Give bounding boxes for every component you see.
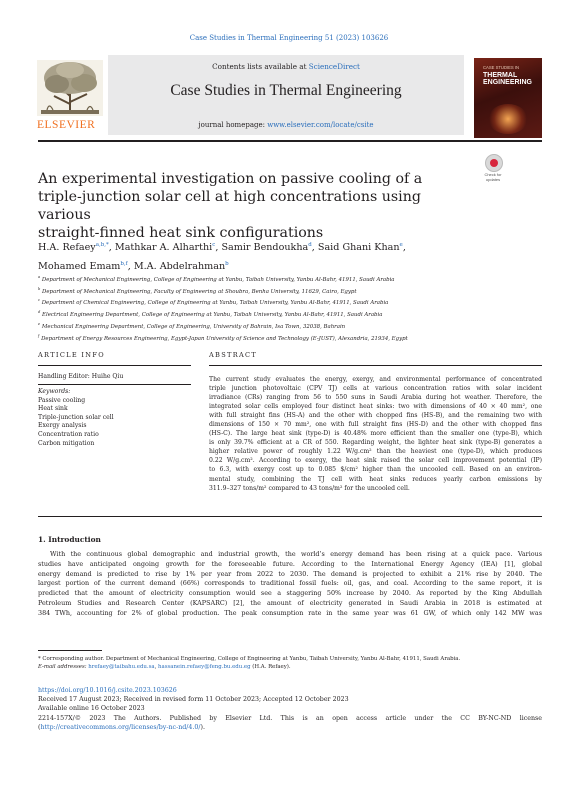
author-separator: , bbox=[311, 242, 318, 254]
license-url-line: (http://creativecommons.org/licenses/by-nc-nd/4.0/). bbox=[38, 723, 206, 731]
keyword-item: Concentration ratio bbox=[38, 430, 99, 438]
affiliation-text: Department of Mechanical Engineering, College of Engineering at Yanbu, Taibah University, Yanbu Al-Bahr, 41911, Saudi Arabia bbox=[41, 276, 395, 283]
affiliation-key: f bbox=[38, 333, 40, 338]
introduction-line: Petroleum Studies and Research Center (KAPSARC) [2], the amount of electricity generated in Saudi Arabia in 2018 is estimated at bbox=[38, 598, 542, 607]
abstract-line: with full straight fins (HS-A) and the other with chopped fins (HS-B), and the remaining two with bbox=[209, 412, 542, 420]
affiliation-text: Department of Chemical Engineering, College of Engineering at Yanbu, Taibah University, Yanbu Al-Bahr, 41911, Saudi Arabia bbox=[41, 300, 389, 307]
author-separator: , bbox=[127, 261, 134, 273]
check-updates-label bbox=[478, 173, 508, 182]
abstract-line: is only 39.7% efficient at a CR of 550. Regarding weight, the lighter heat sink (type-B) generates a bbox=[209, 439, 542, 447]
introduction-line: With the continuous global demographic and industrial growth, the world’s energy demand has been rising at a quick pace. Various bbox=[50, 550, 542, 558]
affiliation-item bbox=[38, 308, 538, 320]
corresponding-author-note: * Corresponding author. Department of Mechanical Engineering, College of Engineering at Yanbu, Taibah University, Yanbu Al-Bahr, 41911, Saudi Arabia. bbox=[38, 656, 461, 662]
article-info-rule bbox=[38, 365, 191, 366]
corresponding-author-text: Corresponding author. Department of Mechanical Engineering, College of Engineering at Yanbu, Taibah University, Yanbu Al-Bahr, 41911, Saudi Arabia. bbox=[42, 656, 461, 662]
check-for-updates-button[interactable] bbox=[478, 154, 508, 186]
keywords-block bbox=[38, 388, 188, 448]
keyword-item: Passive cooling bbox=[38, 396, 86, 404]
license-suffix: ). bbox=[200, 723, 206, 731]
cover-title bbox=[483, 72, 532, 86]
affiliation-item bbox=[38, 320, 538, 332]
author-name: H.A. Refaey bbox=[38, 242, 96, 254]
cover-graphic bbox=[488, 104, 528, 134]
author-separator: , bbox=[215, 242, 222, 254]
author-name: Samir Bendoukha bbox=[221, 242, 309, 254]
email-line: E-mail addresses: hrefaey@taibahu.edu.sa, hassanein.refaey@feng.bu.edu.eg (H.A. Refaey). bbox=[38, 663, 291, 670]
affiliation-text: Electrical Engineering Department, College of Engineering at Yanbu, Taibah University, Yanbu Al-Bahr, 41911, Saudi Arabia bbox=[42, 311, 383, 318]
title-line-3: straight-finned heat sink configurations bbox=[38, 225, 324, 241]
received-dates: Received 17 August 2023; Received in revised form 11 October 2023; Accepted 12 October 2023 bbox=[38, 696, 349, 704]
author-affiliation-marker[interactable]: a,b,* bbox=[95, 242, 109, 248]
keywords-label: Keywords: bbox=[38, 388, 71, 395]
affiliation-key: b bbox=[38, 286, 41, 291]
affiliation-key: c bbox=[38, 298, 41, 303]
affiliation-item bbox=[38, 273, 538, 285]
keyword-item: Exergy analysis bbox=[38, 422, 87, 430]
abstract-line: triple junction photovoltaic (CPV TJ) cells at various concentration ratios with solar incident bbox=[209, 385, 542, 393]
article-title bbox=[38, 170, 458, 242]
author-name: Mohamed Emam bbox=[38, 261, 121, 273]
journal-title: Case Studies in Thermal Engineering bbox=[170, 82, 402, 99]
contents-prefix: Contents lists available at bbox=[212, 62, 309, 71]
title-line-2: triple-junction solar cell at high concentrations using various bbox=[38, 189, 421, 223]
introduction-line: studies have anticipated ongoing growth for the foreseeable future. According to the International Energy Agency (IEA) [1], global bbox=[38, 559, 542, 568]
abstract-body bbox=[209, 375, 542, 493]
author-list bbox=[38, 237, 538, 275]
author-affiliation-marker[interactable]: b,f bbox=[120, 261, 128, 268]
affiliation-text: Mechanical Engineering Department, College of Engineering, University of Bahrain, Isa Town, 32038, Bahrain bbox=[41, 323, 346, 330]
introduction-body bbox=[38, 550, 542, 619]
author-affiliation-marker[interactable]: c bbox=[212, 242, 216, 248]
abstract-line: mental study, combining the TJ cell with heat sinks reduces yearly carbon emissions by bbox=[209, 475, 542, 483]
email-label: E-mail addresses: bbox=[38, 663, 87, 670]
abstract-rule bbox=[209, 365, 542, 366]
keyword-item: Triple-junction solar cell bbox=[38, 413, 114, 421]
author-name: Mathkar A. Alharthi bbox=[114, 242, 213, 254]
title-line-1: An experimental investigation on passive cooling of a bbox=[38, 171, 423, 187]
check-updates-icon bbox=[485, 154, 503, 172]
keyword-item: Heat sink bbox=[38, 405, 68, 413]
contents-line bbox=[108, 62, 464, 71]
affiliation-item bbox=[38, 285, 538, 297]
article-info-heading: ARTICLE INFO bbox=[38, 351, 105, 359]
affiliation-key: e bbox=[38, 321, 41, 326]
affiliation-list bbox=[38, 273, 538, 343]
author-affiliation-marker[interactable]: e bbox=[399, 242, 403, 248]
header-divider bbox=[38, 140, 542, 142]
author-affiliation-marker[interactable]: d bbox=[308, 242, 312, 248]
abstract-bottom-rule bbox=[38, 516, 542, 517]
publisher-logo-text: ELSEVIER bbox=[37, 119, 96, 131]
homepage-link[interactable]: www.elsevier.com/locate/csite bbox=[267, 121, 374, 129]
introduction-line: energy demand is predicted to rise by 1% per year from 2022 to 2030. The demand is projected to exhibit a 21% rise by 2040. The bbox=[38, 569, 542, 578]
abstract-line: 0.22 W/g.cm². According to exergy, the heat sink raised the solar cell improvement potential (IP) bbox=[209, 457, 542, 465]
check-updates-label-line-2: updates bbox=[485, 176, 501, 182]
abstract-line: dimensions of 150 × 70 mm², one with full straight fins (HS-D) and the other with chopped fins bbox=[209, 421, 542, 429]
cover-top-text: CASE STUDIES IN bbox=[483, 65, 520, 70]
handling-editor: Handling Editor: Huihe Qiu bbox=[38, 373, 124, 380]
license-link[interactable]: http://creativecommons.org/licenses/by-nc-nd/4.0/ bbox=[40, 723, 201, 731]
doi-link[interactable]: https://doi.org/10.1016/j.csite.2023.103626 bbox=[38, 687, 177, 694]
abstract-line: The current study evaluates the energy, exergy, and environmental performance of concentrated bbox=[209, 376, 542, 383]
affiliation-text: Department of Mechanical Engineering, Faculty of Engineering at Shoubra, Benha University, 11629, Cairo, Egypt bbox=[42, 288, 357, 295]
affiliation-item bbox=[38, 332, 538, 344]
cover-title-line-2: ENGINEERING bbox=[483, 79, 533, 87]
email-link[interactable]: hrefaey@taibahu.edu.sa bbox=[88, 663, 155, 670]
email-link[interactable]: hassanein.refaey@feng.bu.edu.eg bbox=[158, 663, 251, 670]
abstract-line: 311.9–327 tons/m² compared to 43 tons/m² for the uncooled cell. bbox=[209, 484, 410, 492]
license-line: 2214-157X/© 2023 The Authors. Published by Elsevier Ltd. This is an open access article under the CC BY-NC-ND license bbox=[38, 714, 542, 722]
introduction-heading: 1. Introduction bbox=[38, 535, 101, 544]
author-name: M.A. Abdelrahman bbox=[133, 261, 226, 273]
journal-reference[interactable]: Case Studies in Thermal Engineering 51 (2023) 103626 bbox=[189, 34, 389, 42]
footnote bbox=[38, 656, 542, 671]
cover-title-line-1: THERMAL bbox=[483, 72, 518, 79]
footnote-rule bbox=[38, 650, 102, 651]
abstract-heading: ABSTRACT bbox=[209, 351, 258, 359]
affiliation-key: d bbox=[38, 310, 41, 315]
author-separator: , bbox=[108, 242, 115, 254]
author-name: Said Ghani Khan bbox=[317, 242, 400, 254]
abstract-line: irradiance (CRs) ranging from 56 to 550 suns in Saudi Arabia during hot weather. Therefore, the bbox=[209, 394, 542, 402]
check-updates-label-line-1: Check for bbox=[484, 172, 502, 177]
email-suffix: (H.A. Refaey). bbox=[252, 663, 291, 670]
editor-rule bbox=[38, 384, 191, 385]
affiliation-key: a bbox=[38, 275, 41, 279]
online-date: Available online 16 October 2023 bbox=[38, 705, 145, 713]
introduction-line: largest portion of the current demand (66%) corresponds to traditional fossil fuels: oil, gas, and coal. According to the same report, it is bbox=[38, 579, 542, 588]
article-meta bbox=[38, 686, 542, 732]
homepage-prefix: journal homepage: bbox=[198, 121, 268, 129]
abstract-line: integrated solar cells employed four distinct heat sinks: two with dimensions of 40 × 40 mm², one bbox=[209, 403, 542, 411]
affiliation-text: Department of Energy Resources Engineering, Egypt-Japan University of Science and Technology (E-JUST), Alexandria, 21934, Egypt bbox=[41, 335, 408, 342]
author-affiliation-marker[interactable]: b bbox=[225, 261, 229, 268]
author-separator: , bbox=[402, 242, 406, 254]
journal-cover-image bbox=[474, 58, 542, 138]
abstract-line: (HS-C). The large heat sink (type-D) is 40.48% more efficient than the smaller one (type-B), which bbox=[209, 430, 542, 438]
keyword-item: Carbon mitigation bbox=[38, 439, 95, 447]
introduction-line: 384 TWh, accounting for 2% of global production. The peak consumption rate in the same year was 61 GW, of which only 142 MW was bbox=[38, 608, 542, 617]
sciencedirect-link[interactable]: ScienceDirect bbox=[308, 62, 360, 71]
abstract-line: to 6.3, with exergy cost up to 0.085 $/cm² higher than the uncooled cell. Based on an environ- bbox=[209, 466, 542, 474]
homepage-line bbox=[108, 121, 464, 129]
affiliation-item bbox=[38, 296, 538, 308]
introduction-line: predicted that the amount of electricity consumption would see a staggering 50% increase by 2040. As reported by the King Abdullah bbox=[38, 589, 542, 598]
abstract-line: higher relative power of roughly 1.22 W/g.cm² than the heaviest one (type-D), which produces bbox=[209, 448, 542, 456]
